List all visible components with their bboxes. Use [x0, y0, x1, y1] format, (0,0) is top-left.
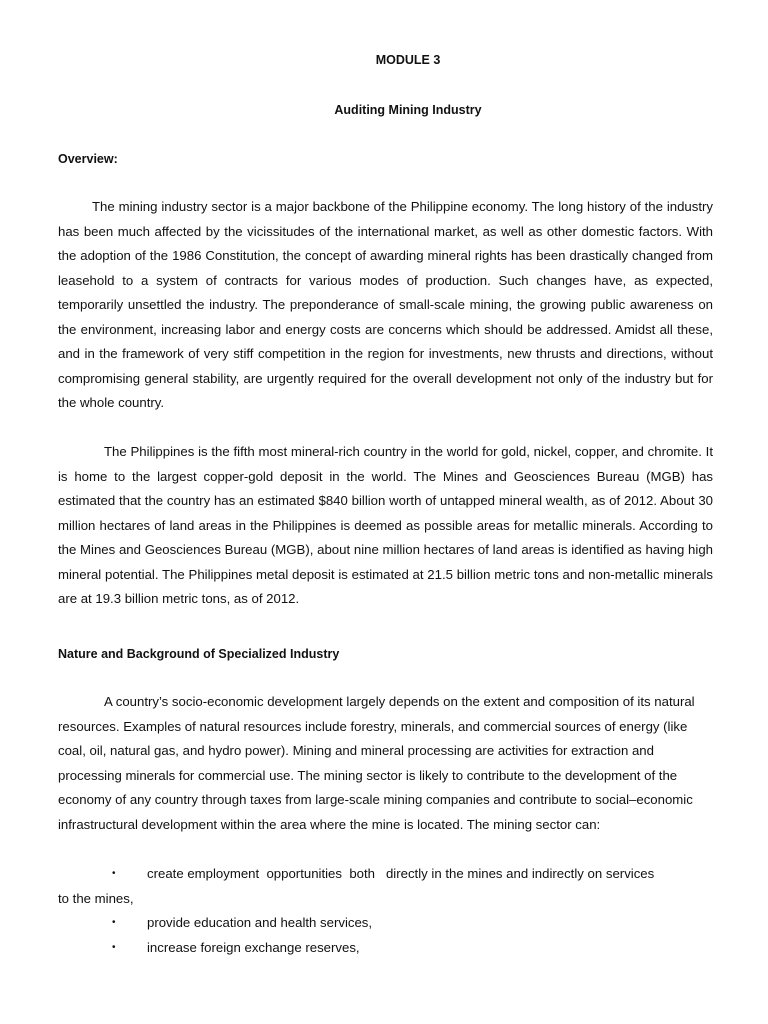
bullet-marker: • [112, 917, 116, 928]
overview-paragraph-2 [58, 440, 713, 612]
overview-paragraph-2-text: The Philippines is the fifth most mineral-rich country in the world for gold, nickel, copper, and chromite. It is home to the largest copper-gold deposit in the world. The Mines and Geosciences Bureau (MGB) has estimated that the country has an estimated $840 billion worth of untapped mineral wealth, as of 2012. About 30 million hectares of land areas in the Philippines is deemed as possible areas for metallic minerals. According to the Mines and Geosciences Bureau (MGB), about nine million hectares of land areas is identified as having high mineral potential. The Philippines metal deposit is estimated at 21.5 billion metric tons and non-metallic minerals are at 19.3 billion metric tons, as of 2012. [58, 444, 713, 606]
bullet-text: increase foreign exchange reserves, [147, 939, 360, 955]
nature-paragraph-text: A country’s socio-economic development largely depends on the extent and composition of its natural resources. Examples of natural resources include forestry, minerals, and commercial sources of energy (like coal, oil, natural gas, and hydro power). Mining and mineral processing are activities for extraction and processing minerals for commercial use. The mining sector is likely to contribute to the development of the economy of any country through taxes from large-scale mining companies and contribute to social–economic infrastructural development within the area where the mine is located. The mining sector can: [58, 694, 695, 832]
overview-paragraph-1-text: The mining industry sector is a major backbone of the Philippine economy. The long history of the industry has been much affected by the vicissitudes of the international market, as well as other domestic factors. With the adoption of the 1986 Constitution, the concept of awarding mineral rights has been drastically changed from leasehold to a system of contracts for various modes of production. Such changes have, as expected, temporarily unsettled the industry. The preponderance of small-scale mining, the growing public awareness on the environment, increasing labor and energy costs are concerns which should be addressed. Amidst all these, and in the framework of very stiff competition in the region for investments, new thrusts and directions, without compromising general stability, are urgently required for the overall development not only of the industry but for the whole country. [58, 199, 713, 410]
overview-heading: Overview: [58, 152, 118, 166]
bullet-continuation: to the mines, [58, 890, 134, 906]
list-item [58, 862, 713, 911]
document-subtitle: Auditing Mining Industry [334, 103, 482, 117]
bullet-marker: • [112, 941, 116, 953]
bullet-marker: • [112, 868, 116, 879]
list-item [58, 911, 713, 936]
bullet-list [58, 862, 713, 960]
module-title: MODULE 3 [375, 53, 441, 67]
overview-paragraph-1 [58, 195, 713, 416]
nature-paragraph [58, 690, 713, 837]
list-item [58, 936, 713, 961]
nature-heading: Nature and Background of Specialized Industry [58, 647, 340, 661]
bullet-text: provide education and health services, [147, 915, 373, 930]
bullet-text: create employment opportunities both directly in the mines and indirectly on services [147, 866, 655, 881]
